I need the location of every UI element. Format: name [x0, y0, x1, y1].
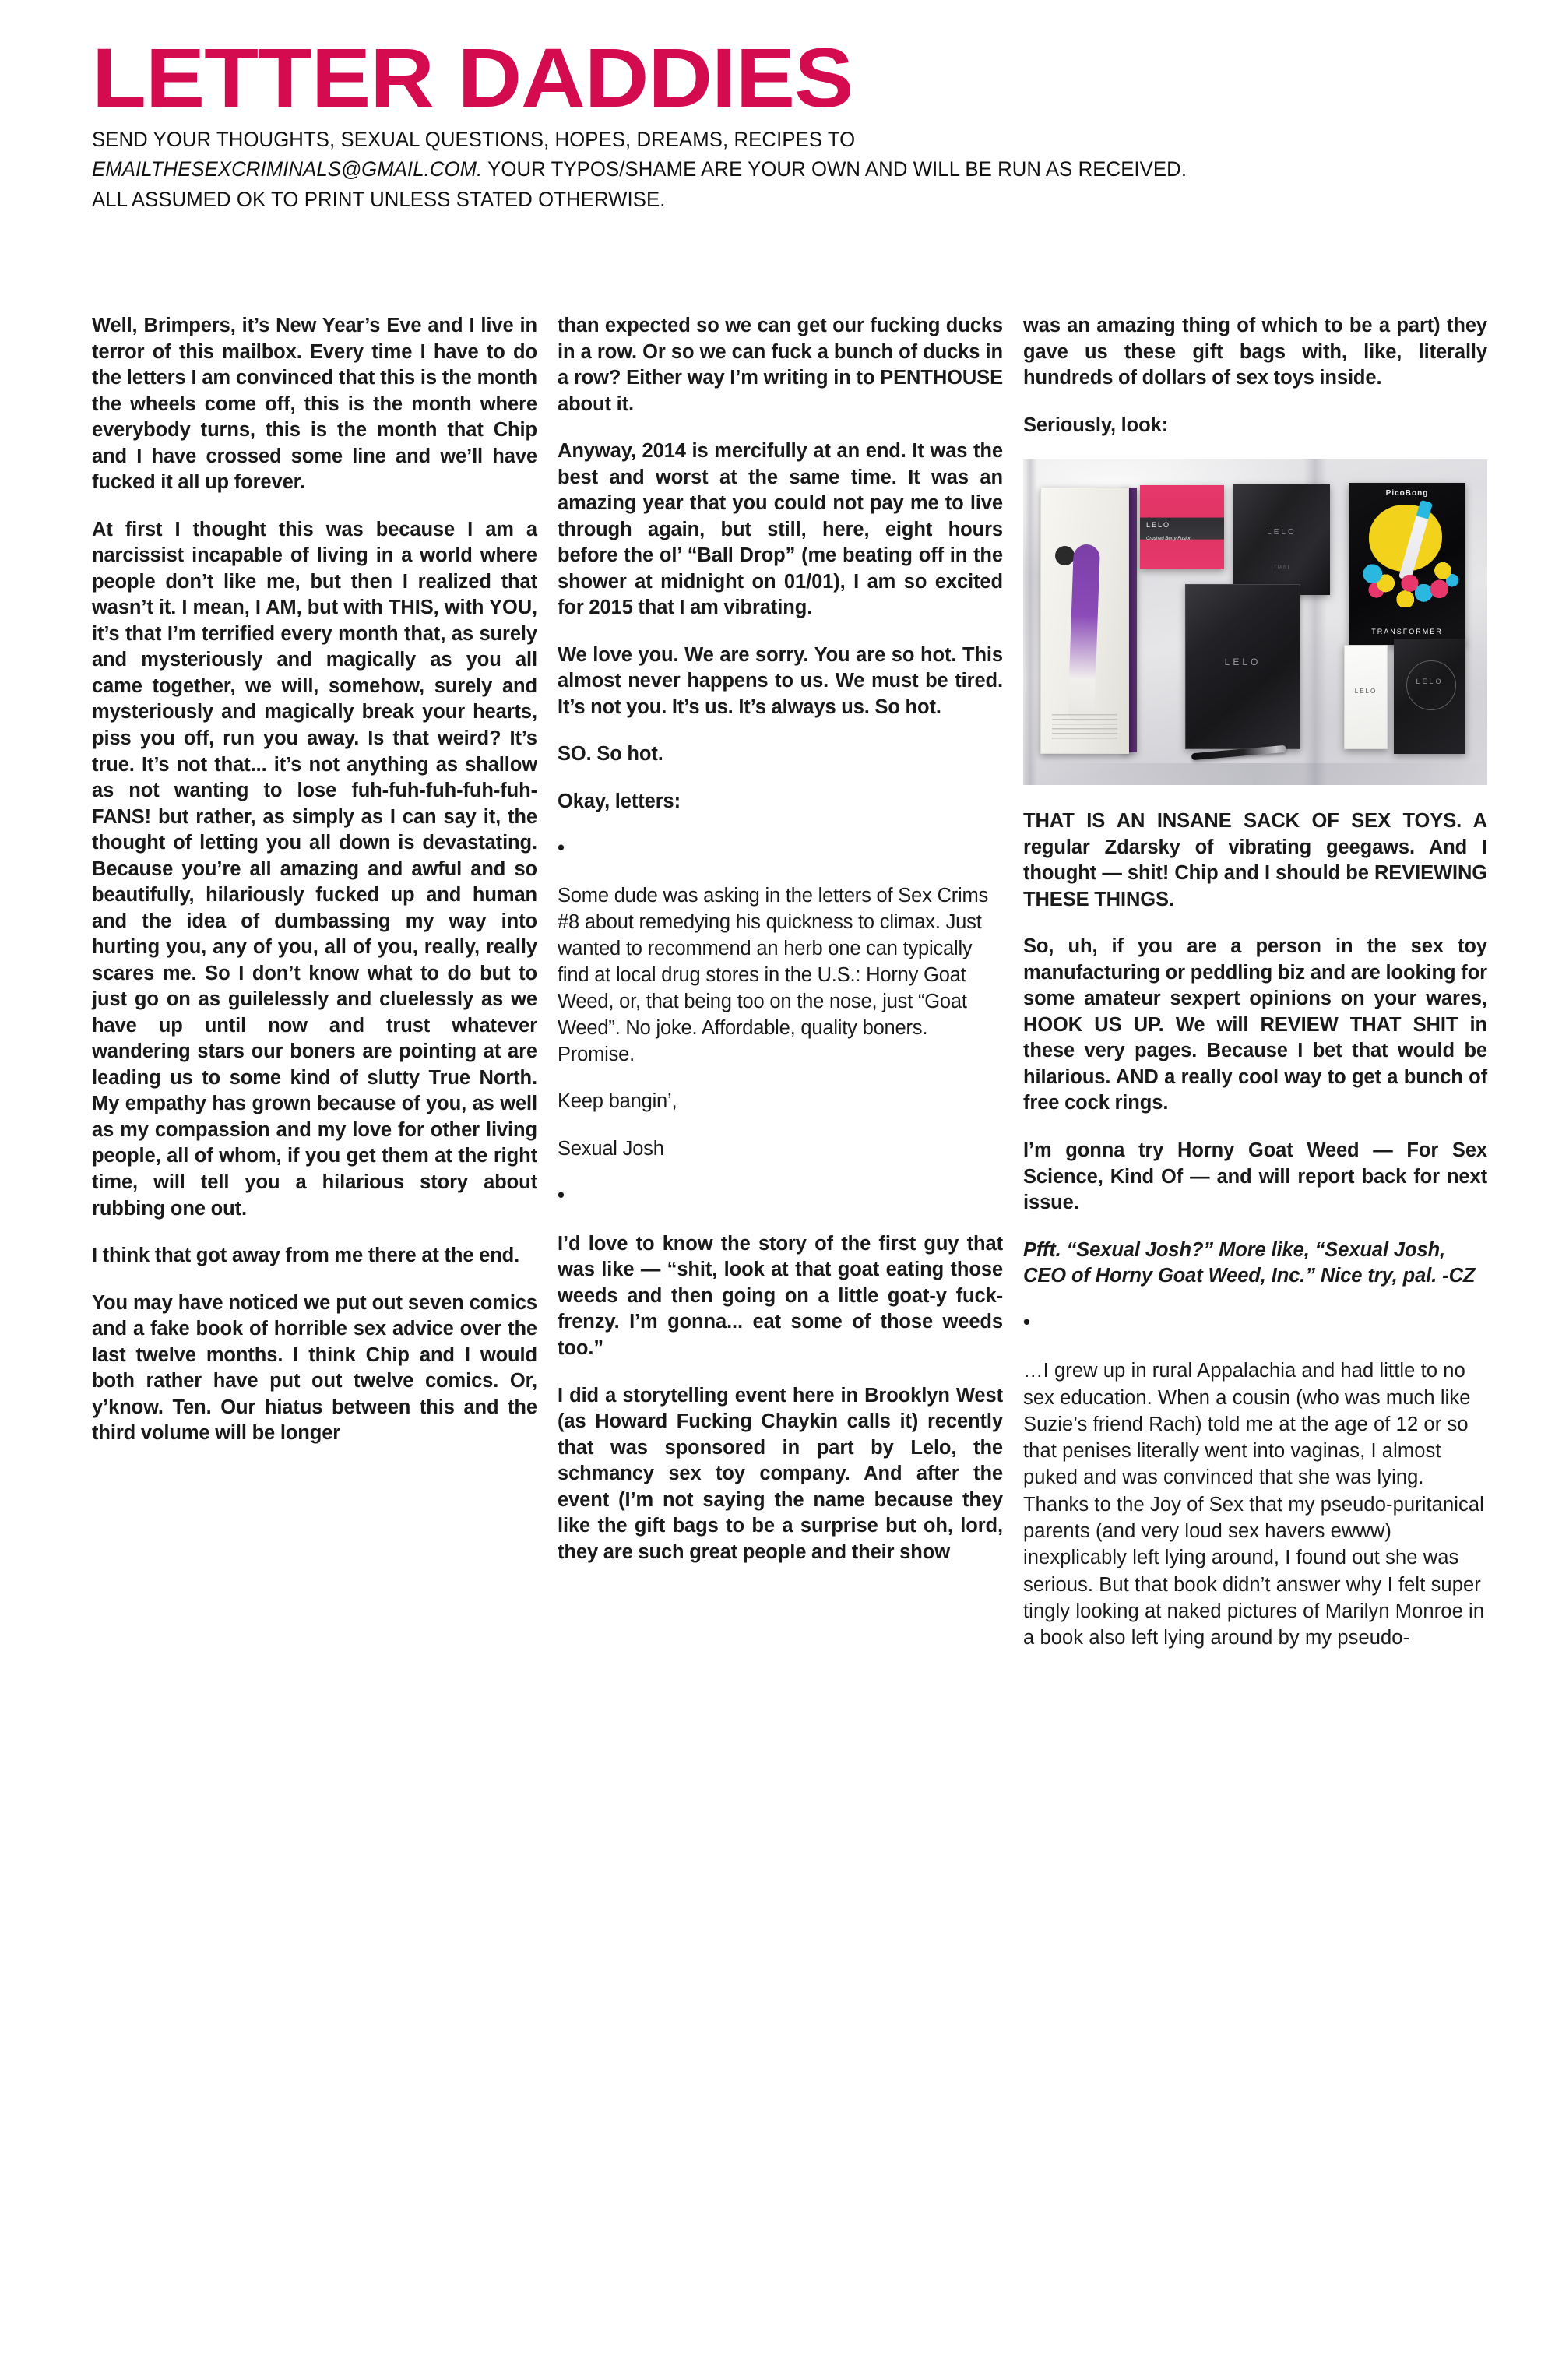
- page-title: LETTER DADDIES: [92, 30, 853, 125]
- paragraph: I did a storytelling event here in Brooklyn West (as Howard Fucking Chaykin calls it) recently that was sponsored in part by Lelo, the schmancy sex toy company. And after the event (I’m not saying the name because they like the gift bags to be a surprise but oh, lord, they are such great people and their show: [558, 1384, 1003, 1563]
- paragraph: SO. So hot.: [558, 743, 663, 766]
- paragraph: was an amazing thing of which to be a part) they gave us these gift bags with, like, literally hundreds of dollars of sex toys inside.: [1023, 315, 1487, 389]
- column-2: [558, 313, 1003, 1672]
- masthead-subtext: [92, 125, 1415, 214]
- white-vibrator-box: [1040, 488, 1129, 754]
- paragraph: THAT IS AN INSANE SACK OF SEX TOYS. A regular Zdarsky of vibrating geegaws. And I thought — shit! Chip and I should be REVIEWING THESE THINGS.: [1023, 810, 1487, 910]
- reader-letter-body: …I grew up in rural Appalachia and had little to no sex education. When a cousin (who was much like Suzie’s friend Rach) told me at the age of 12 or so that penises literally went into vaginas, I almost puked and was convinced that she was lying. Thanks to the Joy of Sex that my pseudo-puritanical parents (and very loud sex havers ewww) inexplicably left lying around, I found out she was serious. But that book didn’t answer why I felt super tingly looking at naked pictures of Marilyn Monroe in a book also left lying around by my pseudo-: [1023, 1360, 1485, 1649]
- color-artwork: [1360, 561, 1397, 598]
- lelo-wordmark: LELO: [1354, 688, 1377, 695]
- black-lelo-box-bottom: [1394, 639, 1465, 754]
- paragraph: Seriously, look:: [1023, 414, 1169, 436]
- masthead-sub-line1: SEND YOUR THOUGHTS, SEXUAL QUESTIONS, HOPES, DREAMS, RECIPES TO: [92, 128, 856, 151]
- color-artwork: [1425, 558, 1461, 601]
- paragraph: I’m gonna try Horny Goat Weed — For Sex Science, Kind Of — and will report back for next issue.: [1023, 1139, 1487, 1214]
- photo-canvas: [1023, 459, 1487, 785]
- letters-heading: Okay, letters:: [558, 790, 681, 812]
- paragraph: We love you. We are sorry. You are so hot. This almost never happens to us. We must be tired. It’s not you. It’s us. It’s always us. So hot.: [558, 643, 1003, 718]
- masthead-sub-line3: ALL ASSUMED OK TO PRINT UNLESS STATED OTHERWISE.: [92, 187, 666, 211]
- bullet-separator: •: [558, 836, 565, 859]
- sheet-fold: [1023, 459, 1037, 785]
- pink-lelo-box: [1140, 485, 1224, 569]
- column-1: [92, 313, 537, 1672]
- picobong-transformer-box: [1349, 483, 1465, 645]
- masthead-sub-line2: YOUR TYPOS/SHAME ARE YOUR OWN AND WILL BE RUN AS RECEIVED.: [482, 157, 1187, 181]
- bullet-separator: •: [1023, 1311, 1030, 1333]
- paragraph: Well, Brimpers, it’s New Year’s Eve and I live in terror of this mailbox. Every time I have to do the letters I am convinced that this is the month the wheels come off, this is the month where everybody turns, this is the month that Chip and I have crossed some line and we’ll have fucked it all up forever.: [92, 315, 537, 494]
- product-name-text: Crushed Berry Fusion: [1146, 537, 1192, 542]
- black-lelo-box-top: [1233, 484, 1330, 595]
- paragraph: So, uh, if you are a person in the sex toy manufacturing or peddling biz and are looking for some amateur sexpert opinions on your wares, HOOK US UP. We will REVIEW THAT SHIT in these very pages. Because I bet that would be hilarious. AND a really cool way to get a bunch of free cock rings.: [1023, 935, 1487, 1114]
- picobong-wordmark: PicoBong: [1385, 489, 1429, 498]
- sex-toy-gift-bag-photo: [1023, 459, 1487, 785]
- ring-graphic: [1406, 660, 1456, 710]
- lelo-wordmark: LELO: [1267, 528, 1296, 537]
- masthead: [92, 0, 1456, 214]
- bullet-separator: •: [558, 1185, 565, 1207]
- lelo-wordmark: LELO: [1416, 678, 1444, 686]
- paragraph: than expected so we can get our fucking ducks in a row. Or so we can fuck a bunch of ducks in a row? Either way I’m writing in to PENTHOUSE about it.: [558, 315, 1003, 415]
- box-fine-print: [1052, 714, 1117, 741]
- paragraph: I’d love to know the story of the first guy that was like — “shit, look at that goat eating those weeds and then going on a little goat-y fuck-frenzy. I’m gonna... eat some of those weeds too.”: [558, 1232, 1003, 1359]
- paragraph: I think that got away from me there at the end.: [92, 1245, 520, 1267]
- best-seller-badge: [1055, 546, 1075, 565]
- purple-vibrator-graphic: [1068, 544, 1100, 723]
- column-3: [1023, 313, 1487, 1672]
- white-lelo-small-box: [1344, 645, 1388, 749]
- contact-email[interactable]: EMAILTHESEXCRIMINALS@GMAIL.COM.: [92, 157, 483, 181]
- product-name-text: TIANI: [1273, 565, 1290, 571]
- reader-letter-signature: Sexual Josh: [558, 1138, 664, 1160]
- black-lelo-book-box: [1185, 584, 1300, 749]
- reader-letter-body: Some dude was asking in the letters of Sex Crims #8 about remedying his quickness to climax. Just wanted to recommend an herb one can typically find at local drug stores in the U.S.: Horny Goat Weed, or, that being too on the nose, just “Goat Weed”. No joke. Affordable, quality boners. Promise.: [558, 885, 989, 1065]
- reader-letter-signoff: Keep bangin’,: [558, 1090, 677, 1113]
- paragraph: At first I thought this was because I am a narcissist incapable of living in a world where people don’t like me, but then I realized that wasn’t it. I mean, I AM, but with THIS, with YOU, it’s that I’m terrified every month that, as surely and mysteriously and magically as you all came together, we will, somehow, surely and mysteriously and magically break your hearts, piss you off, run you away. Is that weird? It’s true. It’s not that... it’s not anything as shallow as not wanting to lose fuh-fuh-fuh-fuh-fuh-FANS! but rather, as simply as I can say it, the thought of letting you all down is devastating. Because you’re all amazing and awful and so beautifully, hilariously fucked up and human and the idea of dumbassing my way into hurting you, any of you, all of you, really, really scares me. So I don’t know what to do but to just go on as guilelessly and cluelessly as we have up until now and trust whatever wandering stars our boners are pointing at are leading us to some kind of slutty True North. My empathy has grown because of you, as well as my compassion and my love for other living people, all of whom, if you get them at the right time, will tell you a hilarious story about rubbing one out.: [92, 518, 537, 1220]
- sheet-fold: [1023, 763, 1487, 785]
- paragraph: Anyway, 2014 is mercifully at an end. It was the best and worst at the same time. It was an amazing year that you could not pay me to live through again, but still, here, eight hours before the ol’ “Ball Drop” (me beating off in the shower at midnight on 01/01), I am so excited for 2015 that I am vibrating.: [558, 440, 1003, 619]
- lelo-wordmark: LELO: [1224, 657, 1261, 668]
- paragraph: You may have noticed we put out seven comics and a fake book of horrible sex advice over the last twelve months. I think Chip and I would both rather have put out twelve comics. Or, y’know. Ten. Our hiatus between this and the third volume will be longer: [92, 1291, 537, 1445]
- editor-reply: Pfft. “Sexual Josh?” More like, “Sexual Josh, CEO of Horny Goat Weed, Inc.” Nice try, pal. -CZ: [1023, 1238, 1476, 1287]
- transformer-label: TRANSFORMER: [1371, 628, 1443, 636]
- lelo-wordmark: LELO: [1146, 521, 1171, 530]
- article-columns: [92, 313, 1487, 1672]
